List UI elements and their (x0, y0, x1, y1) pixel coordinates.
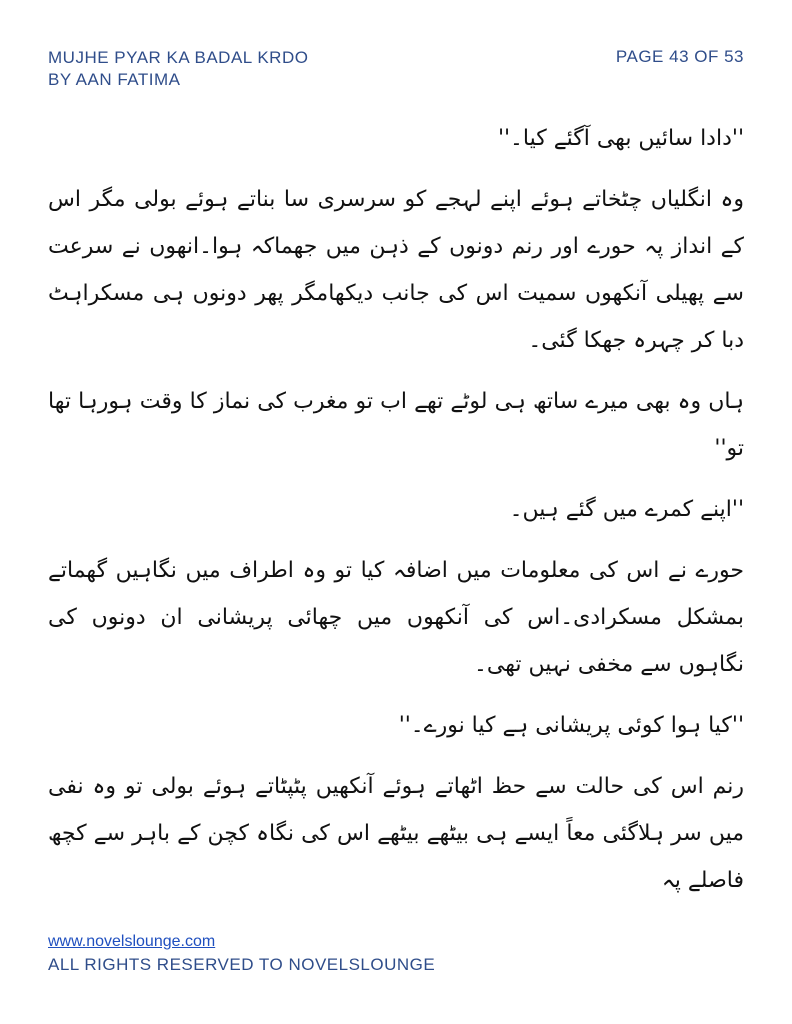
author-name: BY AAN FATIMA (48, 70, 181, 89)
story-body (48, 115, 744, 918)
paragraph-3: ہاں وہ بھی میرے ساتھ ہی لوٹے تھے اب تو مغرب کی نماز کا وقت ہورہا تھا تو'' (48, 389, 744, 461)
paragraph-5: حورے نے اس کی معلومات میں اضافہ کیا تو وہ اطراف میں نگاہیں گھماتے بمشکل مسکرادی۔اس کی آنکھوں میں چھائی پریشانی ان دونوں کی نگاہوں سے مخفی نہیں تھی۔ (48, 558, 744, 677)
website-link[interactable]: www.novelslounge.com (48, 933, 216, 950)
document-header-left (48, 47, 308, 91)
paragraph-7: رنم اس کی حالت سے حظ اٹھاتے ہوئے آنکھیں پٹپٹاتے ہوئے بولی تو وہ نفی میں سر ہلاگئی معاً ایسے ہی بیٹھے بیٹھے اس کی نگاہ کچن کے باہر سے کچھ فاصلے پہ (48, 774, 744, 893)
page-number: PAGE 43 OF 53 (615, 47, 744, 66)
paragraph-4: ''اپنے کمرے میں گئے ہیں۔ (509, 497, 744, 522)
novel-title: MUJHE PYAR KA BADAL KRDO (48, 48, 309, 67)
paragraph-6: ''کیا ہوا کوئی پریشانی ہے کیا نورے۔'' (398, 713, 744, 738)
paragraph-1: ''دادا سائیں بھی آگئے کیا۔'' (497, 126, 744, 151)
rights-notice: ALL RIGHTS RESERVED TO NOVELSLOUNGE (48, 955, 436, 974)
paragraph-2: وہ انگلیاں چٹخاتے ہوئے اپنے لہجے کو سرسری سا بناتے ہوئے بولی مگر اس کے انداز پہ حورے اور رنم دونوں کے ذہن میں جھماکہ ہوا۔انھوں نے سرعت سے پھیلی آنکھوں سمیت اس کی جانب دیکھامگر پھر دونوں ہی مسکراہٹ دبا کر چہرہ جھکا گئی۔ (48, 187, 744, 353)
